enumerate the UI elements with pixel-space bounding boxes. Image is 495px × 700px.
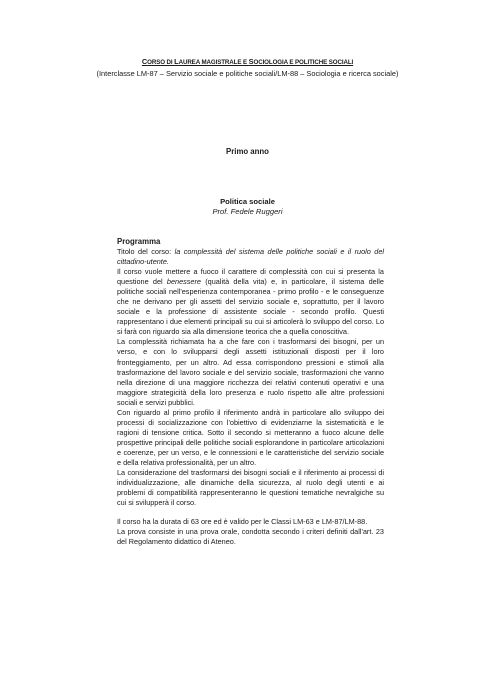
interclasse-line: (Interclasse LM-87 – Servizio sociale e politiche sociali/LM-88 – Sociologia e ricerca sociale) (96, 69, 399, 78)
paragraph-3: Con riguardo al primo profilo il riferimento andrà in particolare allo sviluppo dei processi di socializzazione con l'obiettivo di evidenziarne la sistematicità e le ragioni di tensione critica. Sotto il secondo si metteranno a fuoco alcune delle prospettive principali delle politiche sociali esplorandone in particolare articolazioni e coerenze, per un verso, e le connessioni e le caratteristiche del servizio sociale e della relativa professionalità, per un altro. (117, 407, 384, 467)
subject-title: Politica sociale (220, 197, 275, 206)
course-title-paragraph: Titolo del corso: la complessità del sistema delle politiche sociali e il ruolo del cittadino-utente. (117, 247, 385, 267)
program-body (117, 237, 384, 547)
subject-block (0, 197, 495, 217)
paragraph-6: La prova consiste in una prova orale, condotta secondo i criteri definiti dall'art. 23 del Regolamento didattico di Ateneo. (117, 527, 384, 547)
professor-name: Prof. Fedele Ruggeri (212, 207, 283, 216)
year-heading: Primo anno (226, 147, 269, 156)
paragraph-1: Il corso vuole mettere a fuoco il carattere di complessità con cui si presenta la questione del benessere (qualità della vita) e, in particolare, il sistema delle politiche sociali nell'esperienza contemporanea - primo profilo - e le conseguenze che ne derivano per gli assetti del servizio sociale e, soprattutto, per il lavoro sociale e la professione di assistente sociale - secondo profilo. Questi rappresentano i due elementi principali su cui si articolerà lo sviluppo del corso. Lo si farà con riguardo sia alla dimensione teorica che a quella conoscitiva. (117, 267, 384, 337)
paragraph-2: La complessità richiamata ha a che fare con i trasformarsi dei bisogni, per un verso, e con lo svilupparsi degli assetti istituzionali disposti per il loro fronteggiamento, per un altro. Ad essa corrispondono pressioni e stimoli alla trasformazione del lavoro sociale e del servizio sociale, trasformazioni che vanno nella direzione di una maggiore ricchezza dei relativi contenuti operativi e una maggiore strategicità della loro presenza e ruolo rispetto alle altre professioni sociali e servizi pubblici. (117, 337, 384, 407)
paragraph-4: La considerazione del trasformarsi dei bisogni sociali e il riferimento ai processi di individualizzazione, alle dinamiche della sicurezza, al ruolo degli utenti e ai problemi di compatibilità rappresenteranno le questioni tematiche nevralgiche su cui si svilupperà il corso. (117, 468, 384, 508)
course-title: CORSO DI LAUREA MAGISTRALE E SOCIOLOGIA E POLITICHE SOCIALI (141, 57, 354, 66)
paragraph-5: Il corso ha la durata di 63 ore ed è valido per le Classi LM-63 e LM-87/LM-88. (117, 517, 368, 527)
course-header (0, 56, 495, 79)
program-heading: Programma (117, 237, 161, 246)
